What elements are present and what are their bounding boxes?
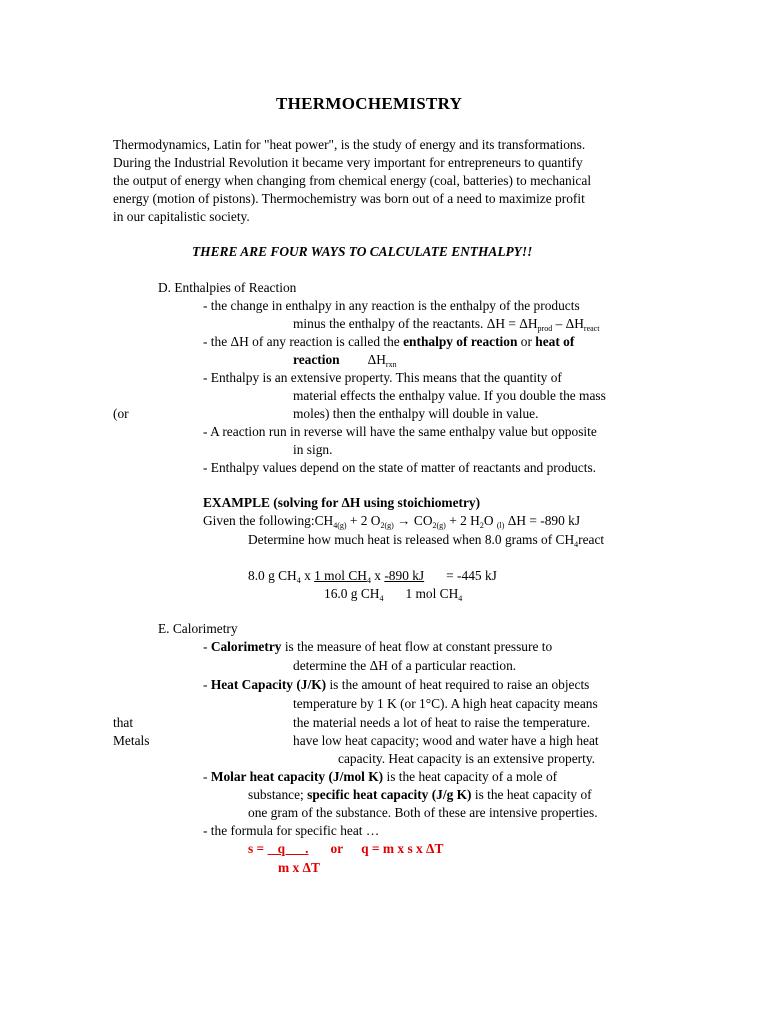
example-equation [203, 512, 580, 529]
bullet-enthalpy-of-reaction [203, 333, 574, 350]
intro-line: the output of energy when changing from chemical energy (coal, batteries) to mechanical [113, 173, 592, 188]
formula-text: – ΔH [552, 316, 584, 331]
section-e-heading: E. Calorimetry [158, 621, 238, 636]
subscript: 2 [380, 521, 385, 530]
text: 1 mol CH [405, 586, 459, 601]
text: is the amount of heat required to raise an objects [326, 677, 590, 692]
text: = -445 kJ [446, 568, 497, 583]
text: - the ΔH of any reaction is called the [203, 334, 404, 349]
bullet-molar-heat-capacity [203, 768, 557, 785]
formula-s: s = [248, 841, 268, 856]
subscript: (g) [384, 521, 394, 530]
formula-numerator: q . [267, 841, 309, 856]
text: - [203, 639, 211, 654]
bullet-enthalpy-formula [293, 315, 599, 332]
formula-text: minus the enthalpy of the reactants. ΔH = ΔH [293, 316, 538, 331]
intro-line: in our capitalistic society. [113, 209, 250, 224]
bold-term: reaction [293, 352, 340, 367]
text: CO [413, 513, 433, 528]
section-d-heading: D. Enthalpies of Reaction [158, 280, 297, 295]
subscript: (g) [337, 521, 347, 530]
bold-term: specific heat capacity (J/g K) [307, 787, 472, 802]
subscript: rxn [385, 360, 397, 369]
subscript: 2 [479, 521, 484, 530]
text: + 2 H [445, 513, 480, 528]
specific-heat-formula-denominator: m x ΔT [278, 860, 320, 875]
subscript: react [583, 324, 600, 333]
specific-heat-formula [248, 840, 443, 857]
page-title: THERMOCHEMISTRY [276, 94, 463, 113]
bold-term: enthalpy of reaction [403, 334, 518, 349]
subscript: 4 [296, 576, 301, 585]
formula-text: ΔH [367, 352, 386, 367]
subscript: 4 [574, 540, 579, 549]
bullet-state-of-matter: - Enthalpy values depend on the state of matter of reactants and products. [203, 460, 597, 475]
bullet-reverse-cont: in sign. [293, 442, 333, 457]
text: x [370, 568, 385, 583]
example-calculation [248, 567, 497, 584]
bullet-extensive: - Enthalpy is an extensive property. This means that the quantity of [203, 370, 562, 385]
bullet-enthalpy-of-reaction-cont [293, 351, 397, 368]
bullet-calorimetry [203, 638, 552, 655]
bullet-calorimetry-cont: determine the ΔH of a particular reaction. [293, 658, 517, 673]
bullet-heat-capacity-cont: temperature by 1 K (or 1°C). A high heat capacity means [293, 696, 598, 711]
text: 8.0 g CH [248, 568, 297, 583]
bullet-heat-capacity-cont: the material needs a lot of heat to raise the temperature. [293, 715, 591, 730]
text: is the heat capacity of a mole of [383, 769, 558, 784]
text: - [203, 769, 211, 784]
bullet-heat-capacity-cont: capacity. Heat capacity is an extensive property. [338, 751, 596, 766]
bullet-extensive-cont: material effects the enthalpy value. If you double the mass [293, 388, 606, 403]
text: Given the following: [203, 513, 315, 528]
text: CH [314, 513, 334, 528]
bullet-reverse: - A reaction run in reverse will have the same enthalpy value but opposite [203, 424, 597, 439]
subscript: (g) [436, 521, 446, 530]
bold-term: heat of [535, 334, 575, 349]
text: ΔH = -890 kJ [504, 513, 581, 528]
bullet-enthalpy-change: - the change in enthalpy in any reaction is the enthalpy of the products [203, 298, 580, 313]
subscript: 4 [379, 594, 384, 603]
intro-line: During the Industrial Revolution it became very important for entrepreneurs to quantify [113, 155, 583, 170]
text: x [300, 568, 315, 583]
example-question [248, 531, 604, 548]
bold-term: Molar heat capacity (J/mol K) [210, 769, 384, 784]
formula-or: or [330, 841, 344, 856]
subscript: 4 [333, 521, 338, 530]
bullet-specific-heat-formula: - the formula for specific heat … [203, 823, 380, 838]
bullet-heat-capacity-cont: have low heat capacity; wood and water have a high heat [293, 733, 599, 748]
bullet-molar-heat-capacity-cont [248, 786, 592, 803]
text: -890 kJ [384, 568, 425, 583]
bullet-extensive-cont: moles) then the enthalpy will double in value. [293, 406, 539, 421]
bold-term: Calorimetry [210, 639, 282, 654]
bullet-heat-capacity [203, 676, 589, 693]
text: 16.0 g CH [324, 586, 380, 601]
formula-q: q = m x s x ΔT [361, 841, 444, 856]
arrow-icon: → [393, 513, 414, 528]
bullet-molar-heat-capacity-cont: one gram of the substance. Both of these are intensive properties. [248, 805, 598, 820]
example-calculation-denominator [324, 585, 462, 602]
intro-line: Thermodynamics, Latin for "heat power", is the study of energy and its transformations. [113, 137, 586, 152]
four-ways-headline: THERE ARE FOUR WAYS TO CALCULATE ENTHALPY!! [192, 244, 533, 259]
subscript: prod [537, 324, 553, 333]
text: is the measure of heat flow at constant pressure to [281, 639, 553, 654]
bold-heading: EXAMPLE (solving for ΔH using stoichiometry) [203, 495, 481, 510]
text: or [517, 334, 536, 349]
text: - [203, 677, 211, 692]
text: O [483, 513, 497, 528]
margin-text: that [113, 715, 134, 730]
example-heading [203, 494, 480, 511]
text: + 2 O [346, 513, 381, 528]
subscript: 2 [432, 521, 437, 530]
margin-text: (or [113, 406, 129, 421]
text: is the heat capacity of [471, 787, 592, 802]
intro-line: energy (motion of pistons). Thermochemistry was born out of a need to maximize profit [113, 191, 585, 206]
text: react [578, 532, 605, 547]
subscript: (l) [496, 521, 505, 530]
text: Determine how much heat is released when 8.0 grams of CH [248, 532, 575, 547]
bold-term: Heat Capacity (J/K) [210, 677, 327, 692]
margin-text: Metals [113, 733, 150, 748]
subscript: 4 [458, 594, 463, 603]
text: 1 mol $CH_4$ [314, 568, 371, 585]
text: substance; [248, 787, 308, 802]
